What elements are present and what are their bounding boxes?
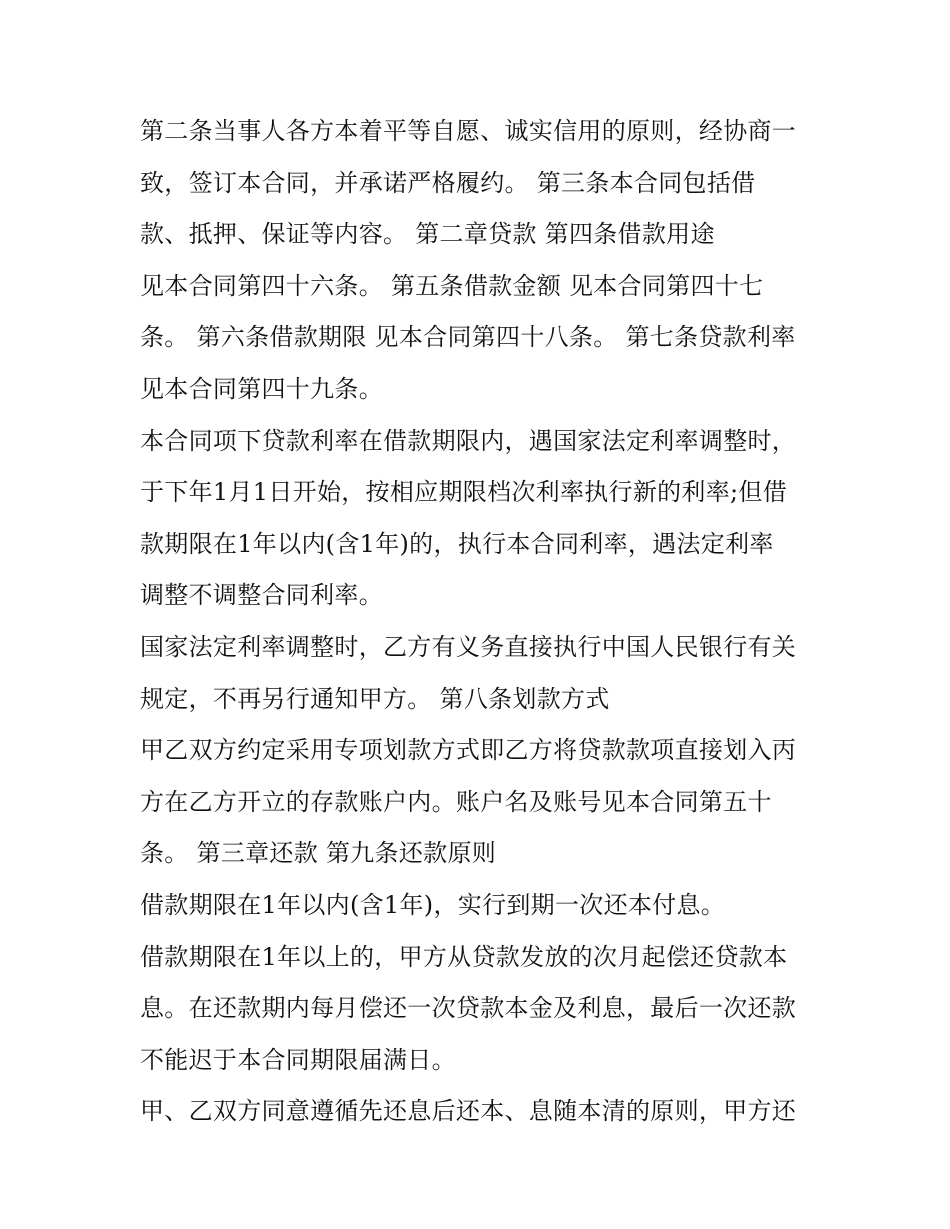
text-line: 不能迟于本合同期限届满日。 — [140, 1045, 456, 1074]
text-line: 国家法定利率调整时，乙方有义务直接执行中国人民银行有关 — [140, 632, 797, 661]
text-line: 于下年1月1日开始，按相应期限档次利率执行新的利率;但借 — [140, 478, 788, 507]
text-line: 款期限在1年以内(含1年)的，执行本合同利率，遇法定利率 — [140, 529, 774, 558]
text-line: 调整不调整合同利率。 — [140, 581, 383, 610]
text-line: 款、抵押、保证等内容。 第二章贷款 第四条借款用途 — [140, 220, 715, 249]
text-line: 甲乙双方约定采用专项划款方式即乙方将贷款款项直接划入丙 — [140, 736, 797, 765]
text-line: 规定，不再另行通知甲方。 第八条划款方式 — [140, 684, 610, 713]
text-line: 本合同项下贷款利率在借款期限内，遇国家法定利率调整时， — [140, 426, 797, 455]
text-line: 第二条当事人各方本着平等自愿、诚实信用的原则，经协商一 — [140, 117, 797, 145]
text-line: 见本合同第四十九条。 — [140, 374, 383, 403]
text-line: 方在乙方开立的存款账户内。账户名及账号见本合同第五十 — [140, 787, 772, 816]
text-line: 甲、乙双方同意遵循先还息后还本、息随本清的原则，甲方还 — [140, 1097, 797, 1126]
contract-text — [140, 106, 820, 1138]
text-line: 致，签订本合同，并承诺严格履约。 第三条本合同包括借 — [140, 168, 756, 197]
text-line: 息。在还款期内每月偿还一次贷款本金及利息，最后一次还款 — [140, 994, 797, 1023]
text-line: 借款期限在1年以内(含1年)，实行到期一次还本付息。 — [140, 890, 726, 919]
text-line: 条。 第三章还款 第九条还款原则 — [140, 839, 497, 868]
text-line: 借款期限在1年以上的，甲方从贷款发放的次月起偿还贷款本 — [140, 942, 788, 971]
text-line: 条。 第六条借款期限 见本合同第四十八条。 第七条贷款利率 — [140, 323, 796, 352]
text-line: 见本合同第四十六条。 第五条借款金额 见本合同第四十七 — [140, 271, 764, 300]
